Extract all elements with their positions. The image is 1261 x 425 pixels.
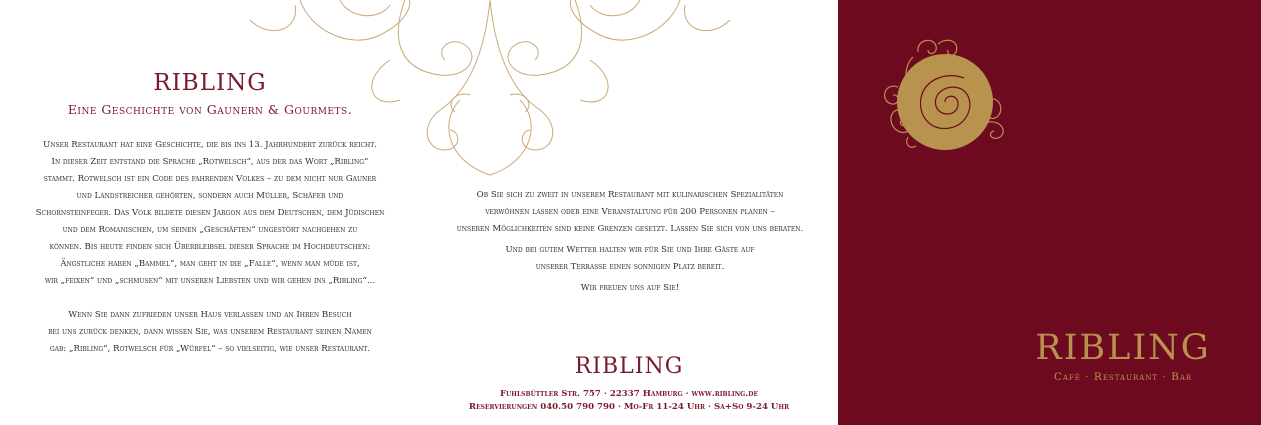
page-subtitle: Eine Geschichte von Gaunern & Gourmets. bbox=[67, 102, 353, 117]
cover-tagline: Café · Restaurant · Bar bbox=[1053, 371, 1193, 383]
text-line: verwöhnen lassen oder eine Veranstaltung für 200 Personen planen – bbox=[485, 207, 775, 217]
invite-paragraph bbox=[440, 187, 820, 238]
text-line: gab: „Ribling“, Rotwelsch für „Würfel“ – so vielseitig, wie unser Restaurant. bbox=[49, 344, 371, 354]
text-line: Schornsteinfeger. Das Volk bildete diesen Jargon aus dem Deutschen, dem Jüdischen bbox=[35, 208, 385, 218]
text-line: Wenn Sie dann zufrieden unser Haus verlassen und an Ihren Besuch bbox=[68, 310, 352, 320]
text-line: und Landstreicher gehörten, sondern auch Müller, Schäfer und bbox=[76, 191, 344, 201]
text-line: stammt. Rotwelsch ist ein Code des fahrenden Volkes – zu dem nicht nur Gauner bbox=[43, 174, 377, 184]
cover-brand: RIBLING bbox=[1035, 328, 1211, 368]
text-line: bei uns zurück denken, dann wissen Sie, was unserem Restaurant seinen Namen bbox=[48, 327, 372, 337]
text-line: Ängstliche haben „Bammel“, man geht in die „Falle“, wenn man müde ist, bbox=[60, 259, 360, 269]
address-line: Fuhlsbüttler Str. 757 · 22337 Hamburg · www.ribling.de bbox=[499, 389, 759, 399]
text-line: unserer Terrasse einen sonnigen Platz bereit. bbox=[535, 262, 725, 272]
text-line: unseren Möglichkeiten sind keine Grenzen gesetzt. Lassen Sie sich von uns beraten. bbox=[456, 224, 804, 234]
text-line: können. Bis heute finden sich Überbleibsel dieser Sprache im Hochdeutschen: bbox=[49, 242, 371, 252]
text-line: Und bei gutem Wetter halten wir für Sie und Ihre Gäste auf bbox=[505, 245, 755, 255]
contact-info bbox=[420, 388, 838, 414]
closing-line: Wir freuen uns auf Sie! bbox=[580, 283, 680, 293]
cover-panel bbox=[838, 0, 1261, 425]
spiral-emblem-icon bbox=[878, 32, 1013, 157]
middle-panel bbox=[420, 0, 838, 425]
text-line: In dieser Zeit entstand die Sprache „Rotwelsch“, aus der das Wort „Ribling“ bbox=[51, 157, 369, 167]
text-line: Unser Restaurant hat eine Geschichte, die bis ins 13. Jahrhundert zurück reicht. bbox=[43, 140, 377, 150]
text-line: Ob Sie sich zu zweit in unserem Restaurant mit kulinarischen Spezialitäten bbox=[476, 190, 784, 200]
text-line: und dem Romanischen, um seinen „Geschäften“ ungestört nachgehen zu bbox=[62, 225, 358, 235]
footer-brand: RIBLING bbox=[574, 354, 684, 379]
terrace-paragraph bbox=[440, 242, 820, 276]
closing-paragraph bbox=[20, 307, 400, 358]
text-line: wir „feixen“ und „schmusen“ mit unseren Liebsten und wir gehen ins „Ribling“... bbox=[44, 276, 376, 286]
brand-title: RIBLING bbox=[153, 70, 267, 96]
reservation-line: Reservierungen 040.50 790 790 · Mo-Fr 11-24 Uhr · Sa+So 9-24 Uhr bbox=[468, 402, 790, 412]
invite-text bbox=[440, 187, 820, 301]
